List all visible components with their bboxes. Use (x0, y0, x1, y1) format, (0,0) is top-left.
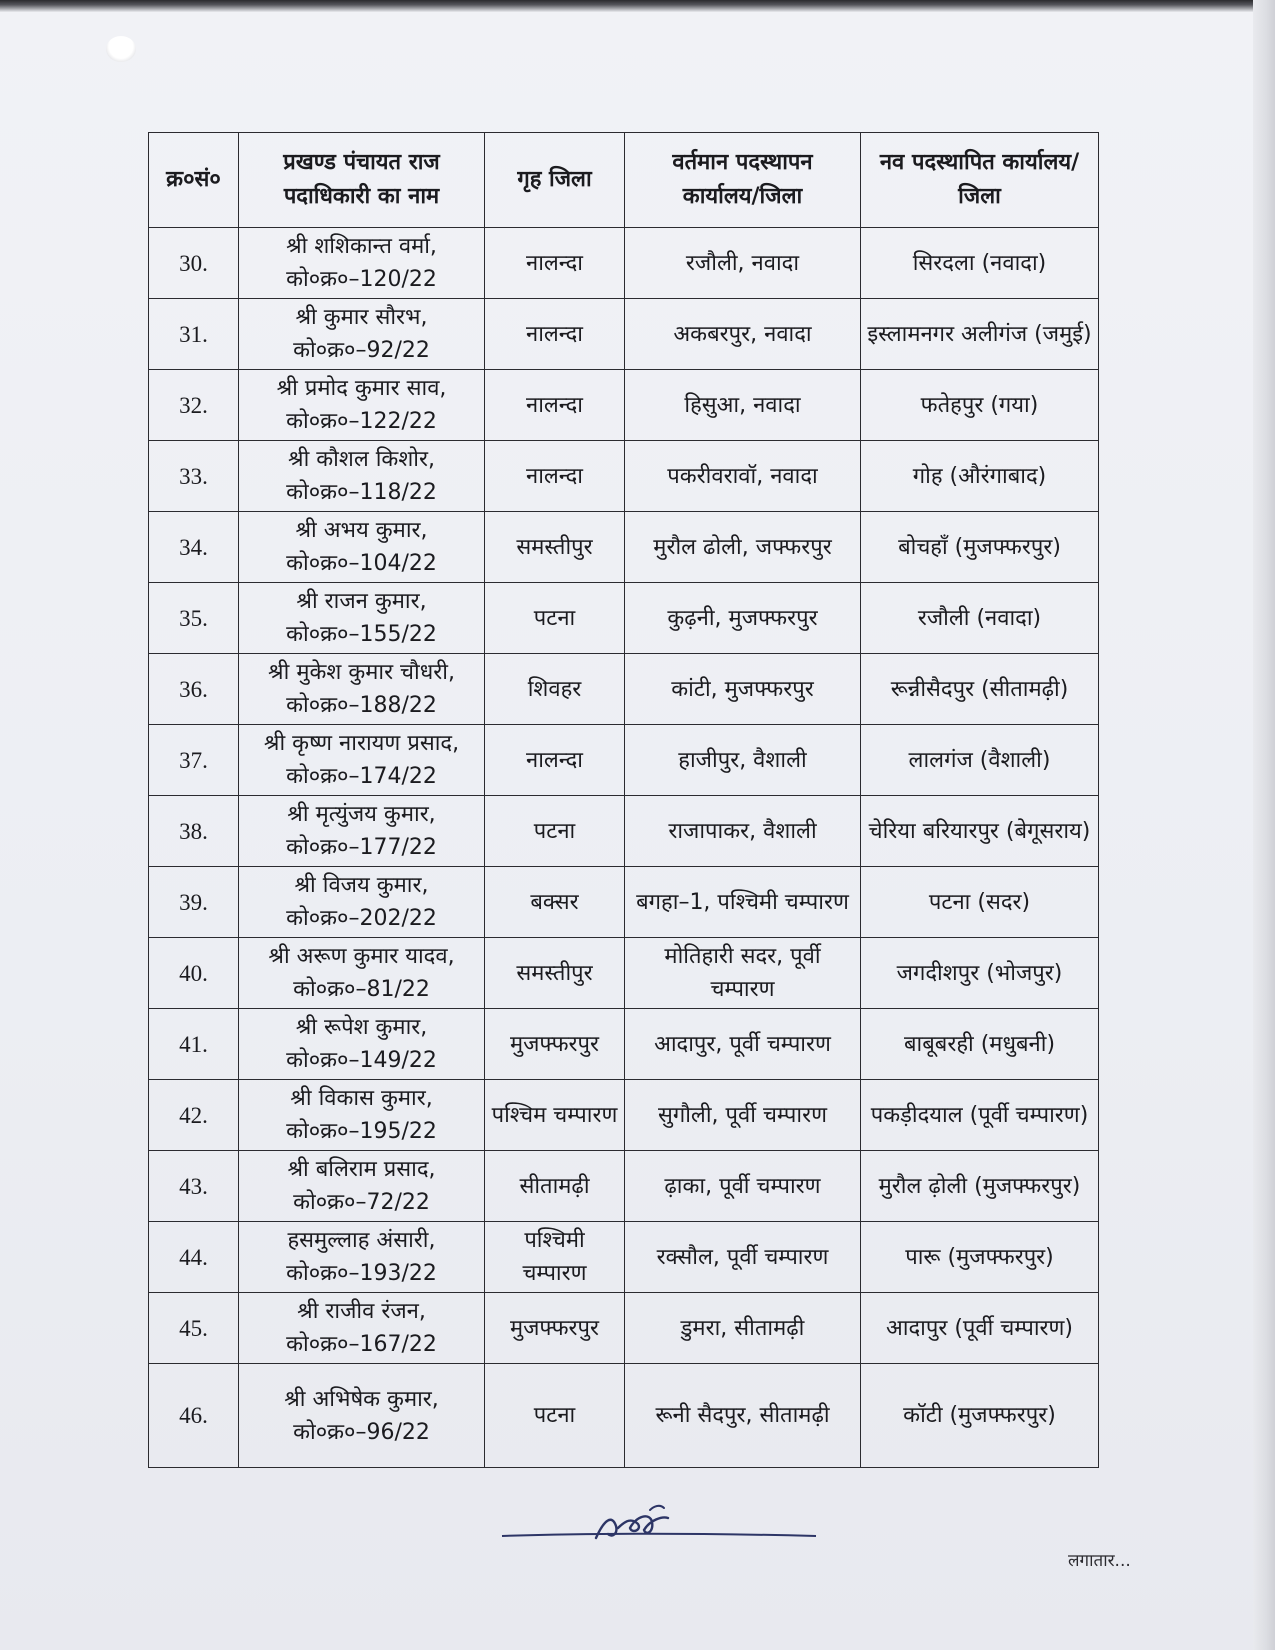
cell-officer-name: श्री विकास कुमार, को०क्र०–195/22 (239, 1080, 485, 1151)
table-row (149, 1222, 1099, 1293)
table-row (149, 654, 1099, 725)
cell-officer-name: श्री कृष्ण नारायण प्रसाद, को०क्र०–174/22 (239, 725, 485, 796)
cell-home-district: समस्तीपुर (485, 512, 625, 583)
cell-new-posting: सिरदला (नवादा) (861, 228, 1099, 299)
table-row (149, 228, 1099, 299)
cell-home-district: नालन्दा (485, 228, 625, 299)
table-row (149, 938, 1099, 1009)
cell-home-district: मुजफ्फरपुर (485, 1293, 625, 1364)
signature-mark (500, 1490, 820, 1550)
cell-serial: 36. (149, 654, 239, 725)
cell-current-posting: रूनी सैदपुर, सीतामढ़ी (625, 1364, 861, 1468)
cell-current-posting: ढ़ाका, पूर्वी चम्पारण (625, 1151, 861, 1222)
cell-officer-name: श्री अरूण कुमार यादव, को०क्र०–81/22 (239, 938, 485, 1009)
cell-new-posting: रून्नीसैदपुर (सीतामढ़ी) (861, 654, 1099, 725)
cell-serial: 41. (149, 1009, 239, 1080)
cell-new-posting: आदापुर (पूर्वी चम्पारण) (861, 1293, 1099, 1364)
punch-hole (106, 36, 136, 62)
cell-serial: 40. (149, 938, 239, 1009)
cell-home-district: पश्चिमी चम्पारण (485, 1222, 625, 1293)
cell-home-district: नालन्दा (485, 725, 625, 796)
cell-current-posting: हिसुआ, नवादा (625, 370, 861, 441)
officer-code: को०क्र०–195/22 (286, 1119, 437, 1144)
cell-officer-name: श्री विजय कुमार, को०क्र०–202/22 (239, 867, 485, 938)
header-serial: क्र०सं० (149, 133, 239, 228)
cell-current-posting: मोतिहारी सदर, पूर्वी चम्पारण (625, 938, 861, 1009)
officer-code: को०क्र०–149/22 (286, 1048, 437, 1073)
officer-code: को०क्र०–120/22 (286, 267, 437, 292)
cell-new-posting: बोचहाँ (मुजफ्फरपुर) (861, 512, 1099, 583)
cell-current-posting: अकबरपुर, नवादा (625, 299, 861, 370)
cell-new-posting: मुरौल ढ़ोली (मुजफ्फरपुर) (861, 1151, 1099, 1222)
cell-new-posting: रजौली (नवादा) (861, 583, 1099, 654)
cell-home-district: बक्सर (485, 867, 625, 938)
cell-officer-name: श्री रूपेश कुमार, को०क्र०–149/22 (239, 1009, 485, 1080)
cell-serial: 37. (149, 725, 239, 796)
officer-code: को०क्र०–92/22 (293, 338, 430, 363)
officer-code: को०क्र०–193/22 (286, 1261, 437, 1286)
cell-officer-name: श्री राजीव रंजन, को०क्र०–167/22 (239, 1293, 485, 1364)
cell-home-district: नालन्दा (485, 370, 625, 441)
cell-new-posting: जगदीशपुर (भोजपुर) (861, 938, 1099, 1009)
cell-serial: 46. (149, 1364, 239, 1468)
cell-new-posting: गोह (औरंगाबाद) (861, 441, 1099, 512)
table-row (149, 796, 1099, 867)
cell-serial: 31. (149, 299, 239, 370)
cell-officer-name: श्री बलिराम प्रसाद, को०क्र०–72/22 (239, 1151, 485, 1222)
header-home-district: गृह जिला (485, 133, 625, 228)
paper-right-edge (1253, 0, 1275, 1650)
cell-new-posting: पटना (सदर) (861, 867, 1099, 938)
officer-code: को०क्र०–188/22 (286, 693, 437, 718)
cell-officer-name: श्री शशिकान्त वर्मा, को०क्र०–120/22 (239, 228, 485, 299)
cell-home-district: मुजफ्फरपुर (485, 1009, 625, 1080)
cell-officer-name: श्री मुकेश कुमार चौधरी, को०क्र०–188/22 (239, 654, 485, 725)
table-row (149, 867, 1099, 938)
cell-current-posting: डुमरा, सीतामढ़ी (625, 1293, 861, 1364)
cell-home-district: पटना (485, 1364, 625, 1468)
cell-serial: 39. (149, 867, 239, 938)
cell-serial: 45. (149, 1293, 239, 1364)
table-row (149, 370, 1099, 441)
cell-serial: 44. (149, 1222, 239, 1293)
cell-officer-name: श्री कौशल किशोर, को०क्र०–118/22 (239, 441, 485, 512)
cell-new-posting: कॉटी (मुजफ्फरपुर) (861, 1364, 1099, 1468)
cell-current-posting: कुढ़नी, मुजफ्फरपुर (625, 583, 861, 654)
cell-officer-name: श्री अभय कुमार, को०क्र०–104/22 (239, 512, 485, 583)
cell-serial: 35. (149, 583, 239, 654)
cell-home-district: सीतामढ़ी (485, 1151, 625, 1222)
cell-home-district: नालन्दा (485, 441, 625, 512)
cell-officer-name: श्री अभिषेक कुमार, को०क्र०–96/22 (239, 1364, 485, 1468)
cell-home-district: शिवहर (485, 654, 625, 725)
cell-home-district: नालन्दा (485, 299, 625, 370)
table-row (149, 1364, 1099, 1468)
header-current-posting: वर्तमान पदस्थापन कार्यालय/जिला (625, 133, 861, 228)
cell-home-district: समस्तीपुर (485, 938, 625, 1009)
cell-new-posting: पारू (मुजफ्फरपुर) (861, 1222, 1099, 1293)
table-row (149, 1080, 1099, 1151)
officer-code: को०क्र०–174/22 (286, 764, 437, 789)
cell-current-posting: कांटी, मुजफ्फरपुर (625, 654, 861, 725)
cell-serial: 33. (149, 441, 239, 512)
cell-officer-name: श्री राजन कुमार, को०क्र०–155/22 (239, 583, 485, 654)
cell-new-posting: इस्लामनगर अलीगंज (जमुई) (861, 299, 1099, 370)
cell-current-posting: आदापुर, पूर्वी चम्पारण (625, 1009, 861, 1080)
officer-code: को०क्र०–177/22 (286, 835, 437, 860)
header-new-posting: नव पदस्थापित कार्यालय/जिला (861, 133, 1099, 228)
cell-new-posting: लालगंज (वैशाली) (861, 725, 1099, 796)
cell-current-posting: पकरीवरावॉ, नवादा (625, 441, 861, 512)
cell-serial: 43. (149, 1151, 239, 1222)
paper-top-edge (0, 0, 1275, 12)
officer-code: को०क्र०–122/22 (286, 409, 437, 434)
cell-current-posting: राजापाकर, वैशाली (625, 796, 861, 867)
cell-serial: 30. (149, 228, 239, 299)
table-row (149, 1293, 1099, 1364)
cell-current-posting: मुरौल ढोली, जफ्फरपुर (625, 512, 861, 583)
officer-code: को०क्र०–118/22 (286, 480, 437, 505)
officer-code: को०क्र०–202/22 (286, 906, 437, 931)
officer-code: को०क्र०–104/22 (286, 551, 437, 576)
table-header-row (149, 133, 1099, 228)
table-row (149, 441, 1099, 512)
cell-home-district: पश्चिम चम्पारण (485, 1080, 625, 1151)
cell-current-posting: बगहा–1, पश्चिमी चम्पारण (625, 867, 861, 938)
cell-home-district: पटना (485, 583, 625, 654)
officer-code: को०क्र०–96/22 (293, 1419, 430, 1445)
officer-code: को०क्र०–81/22 (293, 977, 430, 1002)
cell-current-posting: रजौली, नवादा (625, 228, 861, 299)
table-row (149, 1151, 1099, 1222)
cell-new-posting: बाबूबरही (मधुबनी) (861, 1009, 1099, 1080)
cell-officer-name: हसमुल्लाह अंसारी, को०क्र०–193/22 (239, 1222, 485, 1293)
cell-new-posting: फतेहपुर (गया) (861, 370, 1099, 441)
cell-new-posting: पकड़ीदयाल (पूर्वी चम्पारण) (861, 1080, 1099, 1151)
posting-table (148, 132, 1099, 1468)
table-row (149, 583, 1099, 654)
cell-officer-name: श्री मृत्युंजय कुमार, को०क्र०–177/22 (239, 796, 485, 867)
table-row (149, 1009, 1099, 1080)
table-row (149, 725, 1099, 796)
cell-serial: 38. (149, 796, 239, 867)
cell-home-district: पटना (485, 796, 625, 867)
table-row (149, 299, 1099, 370)
cell-serial: 32. (149, 370, 239, 441)
cell-officer-name: श्री कुमार सौरभ, को०क्र०–92/22 (239, 299, 485, 370)
cell-current-posting: रक्सौल, पूर्वी चम्पारण (625, 1222, 861, 1293)
continued-note: लगातार... (1068, 1551, 1131, 1571)
cell-serial: 42. (149, 1080, 239, 1151)
officer-code: को०क्र०–155/22 (286, 622, 437, 647)
table-row (149, 512, 1099, 583)
cell-new-posting: चेरिया बरियारपुर (बेगूसराय) (861, 796, 1099, 867)
header-name: प्रखण्ड पंचायत राज पदाधिकारी का नाम (239, 133, 485, 228)
cell-officer-name: श्री प्रमोद कुमार साव, को०क्र०–122/22 (239, 370, 485, 441)
cell-current-posting: सुगौली, पूर्वी चम्पारण (625, 1080, 861, 1151)
cell-current-posting: हाजीपुर, वैशाली (625, 725, 861, 796)
officer-code: को०क्र०–167/22 (286, 1332, 437, 1357)
officer-code: को०क्र०–72/22 (293, 1190, 430, 1215)
cell-serial: 34. (149, 512, 239, 583)
